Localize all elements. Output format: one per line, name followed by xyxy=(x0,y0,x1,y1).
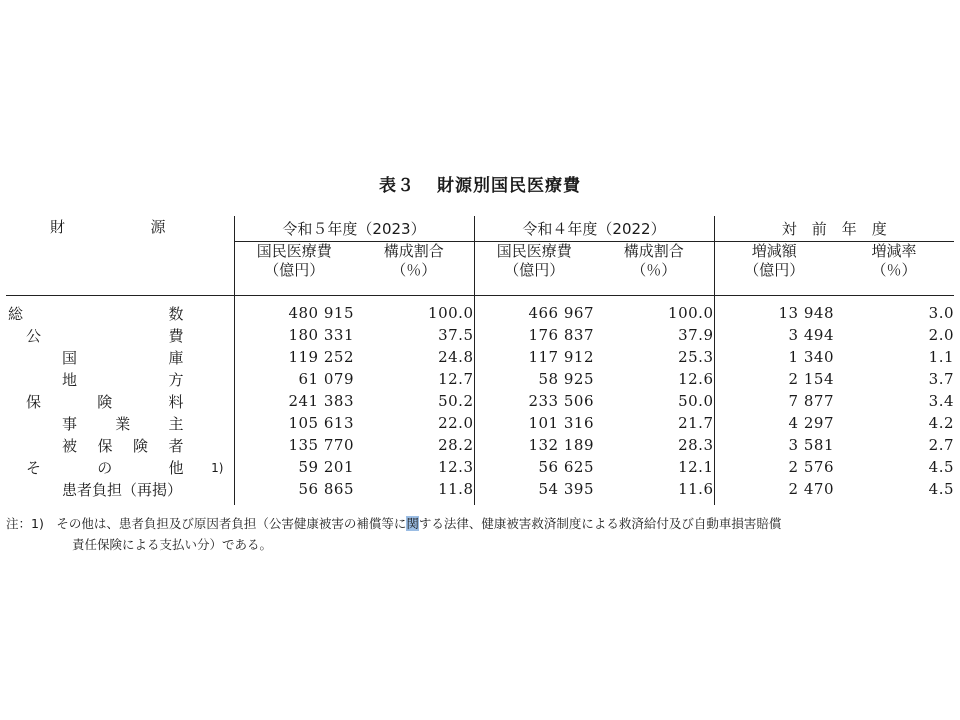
cell: 37.5 xyxy=(354,324,474,346)
cell: 3.4 xyxy=(928,392,955,410)
table-row xyxy=(6,456,954,478)
table-title-text: 財源別国民医療費 xyxy=(437,176,581,196)
table-row xyxy=(6,478,954,505)
cell: 59 201 xyxy=(298,458,354,476)
cell: 11.6 xyxy=(594,478,714,505)
row-label: そ の 他 1) xyxy=(6,456,234,478)
table-number: 表３ xyxy=(379,176,415,196)
cell: 56 625 xyxy=(538,458,594,476)
cell: 4.5 xyxy=(928,480,955,498)
cell: 101 316 xyxy=(528,414,594,432)
col-header: 増減額 （億円） xyxy=(714,242,834,296)
footnote-line: 注：1) その他は、患者負担及び原因者負担（公害健康被害の補償等に関する法律、健康被害救済制度による救済給付及び自動車損害賠償 xyxy=(6,516,782,531)
cell: 100.0 xyxy=(594,296,714,325)
cell: 135 770 xyxy=(288,436,354,454)
cell: 480 915 xyxy=(288,304,354,322)
row-label: 公 費 xyxy=(6,324,234,346)
cell: 3 494 xyxy=(788,326,834,344)
row-label: 国 庫 xyxy=(6,346,234,368)
cell: 56 865 xyxy=(298,480,354,498)
cell: 28.3 xyxy=(594,434,714,456)
cell: 132 189 xyxy=(528,436,594,454)
financing-table xyxy=(6,216,954,505)
cell: 12.6 xyxy=(594,368,714,390)
group-header-2022: 令和４年度（2022） xyxy=(474,216,714,242)
cell: 25.3 xyxy=(594,346,714,368)
cell: 12.3 xyxy=(354,456,474,478)
cell: 4.2 xyxy=(928,414,955,432)
cell: 119 252 xyxy=(288,348,354,366)
cell: 2 154 xyxy=(788,370,834,388)
cell: 1 340 xyxy=(788,348,834,366)
cell: 11.8 xyxy=(354,478,474,505)
footnote-marker: 1) xyxy=(211,460,224,475)
source-header-char: 源 xyxy=(150,218,166,236)
row-label: 地 方 xyxy=(6,368,234,390)
source-header-char: 財 xyxy=(50,218,66,236)
cell: 7 877 xyxy=(788,392,834,410)
cell: 466 967 xyxy=(528,304,594,322)
table-row xyxy=(6,412,954,434)
cell: 233 506 xyxy=(528,392,594,410)
cell: 58 925 xyxy=(538,370,594,388)
cell: 2 576 xyxy=(788,458,834,476)
row-label: 事 業 主 xyxy=(6,412,234,434)
cell: 1.1 xyxy=(928,348,955,366)
cell: 61 079 xyxy=(298,370,354,388)
cell: 12.7 xyxy=(354,368,474,390)
cell: 4 297 xyxy=(788,414,834,432)
source-header xyxy=(6,216,234,296)
col-header: 構成割合 （％） xyxy=(594,242,714,296)
cell: 24.8 xyxy=(354,346,474,368)
footnote xyxy=(6,513,781,555)
cell: 180 331 xyxy=(288,326,354,344)
table-row xyxy=(6,324,954,346)
cell: 3.0 xyxy=(928,304,955,322)
table-row xyxy=(6,296,954,325)
cell: 50.2 xyxy=(354,390,474,412)
col-header: 国民医療費 （億円） xyxy=(234,242,354,296)
cell: 28.2 xyxy=(354,434,474,456)
col-header: 国民医療費 （億円） xyxy=(474,242,594,296)
group-header-yoy: 対 前 年 度 xyxy=(714,216,954,242)
cell: 21.7 xyxy=(594,412,714,434)
cell: 3.7 xyxy=(928,370,955,388)
col-header: 構成割合 （％） xyxy=(354,242,474,296)
cell: 3 581 xyxy=(788,436,834,454)
cell: 37.9 xyxy=(594,324,714,346)
cell: 50.0 xyxy=(594,390,714,412)
table-row xyxy=(6,390,954,412)
cell: 100.0 xyxy=(354,296,474,325)
row-label: 患者負担（再掲） xyxy=(6,478,234,505)
cell: 2.0 xyxy=(928,326,955,344)
cell: 4.5 xyxy=(928,458,955,476)
header-row-groups xyxy=(6,216,954,242)
table-row xyxy=(6,346,954,368)
cell: 2.7 xyxy=(928,436,955,454)
footnote-line: 責任保険による支払い分）である。 xyxy=(72,537,273,552)
cell: 241 383 xyxy=(288,392,354,410)
group-header-2023: 令和５年度（2023） xyxy=(234,216,474,242)
cell: 54 395 xyxy=(538,480,594,498)
cell: 13 948 xyxy=(778,304,834,322)
table-title xyxy=(0,171,960,196)
col-header: 増減率 （％） xyxy=(834,242,954,296)
table-row xyxy=(6,368,954,390)
cell: 2 470 xyxy=(788,480,834,498)
cell: 117 912 xyxy=(528,348,594,366)
cell: 176 837 xyxy=(528,326,594,344)
cell: 22.0 xyxy=(354,412,474,434)
row-label: 保 険 料 xyxy=(6,390,234,412)
row-label: 総 数 xyxy=(6,296,234,325)
table-row xyxy=(6,434,954,456)
cell: 105 613 xyxy=(288,414,354,432)
cell: 12.1 xyxy=(594,456,714,478)
highlighted-char: 関 xyxy=(406,516,419,531)
row-label: 被 保 険 者 xyxy=(6,434,234,456)
